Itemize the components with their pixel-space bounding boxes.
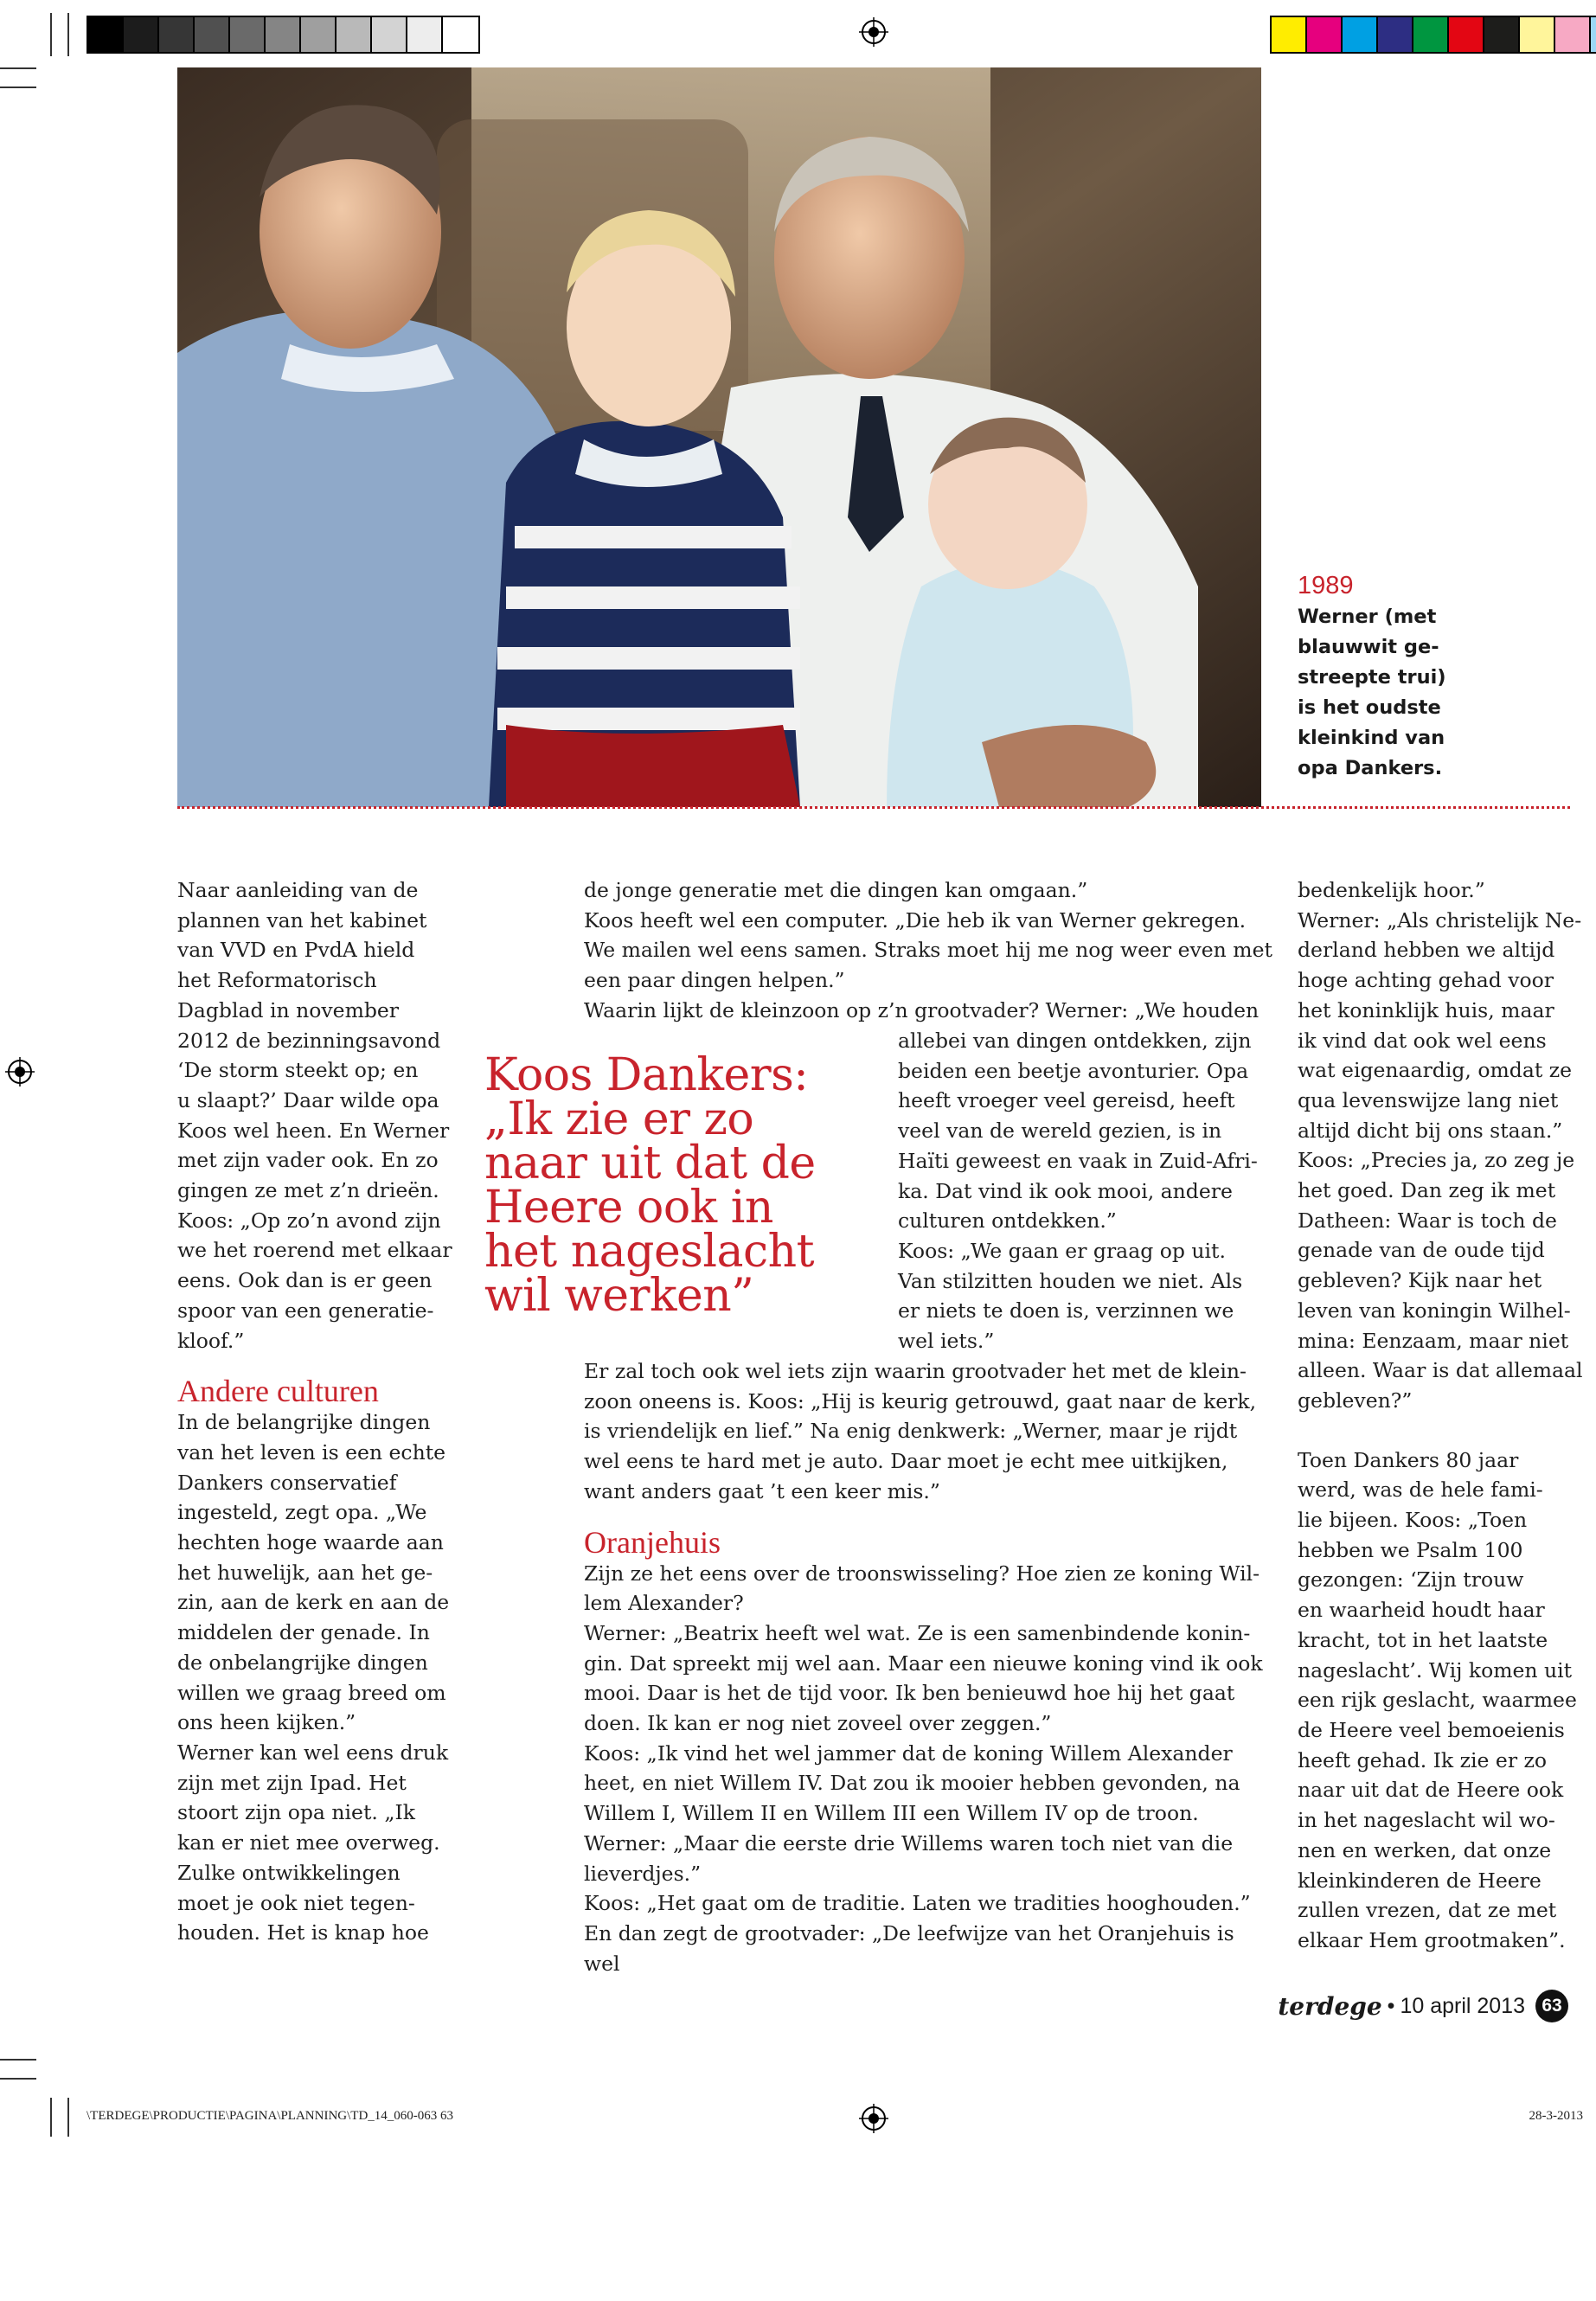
pull-quote: Koos Dankers: „Ik zie er zo naar uit dat de Heere ook in het nageslacht wil werken” [484, 1049, 816, 1322]
crop-mark [50, 2098, 52, 2137]
page-number: 63 [1535, 1990, 1568, 2022]
color-swatch [1484, 17, 1520, 52]
crop-mark [0, 67, 36, 69]
caption-divider [177, 806, 1570, 809]
column-1 [177, 875, 471, 1948]
column-2-top: de jonge generatie met die dingen kan omgaan.” Koos heeft wel een computer. „Die heb ik van Werner gekregen. We mailen wel eens samen. Straks moet hij me nog weer even met een paar dingen helpen.” Waarin lijkt de kleinzoon op z’n grootvader? Werner: „We houden [584, 878, 1272, 1022]
color-swatch [1272, 17, 1307, 52]
color-swatch [1307, 17, 1343, 52]
family-photo [177, 67, 1261, 807]
color-swatch [1378, 17, 1413, 52]
crop-mark [67, 13, 69, 56]
section-heading: Oranjehuis [584, 1524, 721, 1560]
crop-mark [0, 2059, 36, 2061]
color-swatch [1591, 17, 1596, 52]
color-swatch [230, 17, 266, 52]
crop-mark [67, 2098, 69, 2137]
color-swatch [407, 17, 443, 52]
registration-mark-icon [5, 1057, 35, 1086]
registration-mark-icon [859, 2104, 888, 2133]
column-2-bottom: Er zal toch ook wel iets zijn waarin grootvader het met de klein- zoon oneens is. Koos: „Hij is keurig getrouwd, gaat naar de kerk, is vriendelijk en lief.” Na enig denkwerk: „Werner, maar je rijdt wel eens te hard met je auto. Daar moet je echt mee uitkijken, want anders gaat ’t een keer mis.” Oranjehuis Zijn ze het eens over de troonswisseling? Hoe zien ze koning Wil- lem Alexander? Werner: „Beatrix heeft wel wat. Ze is een samenbindende konin- gin. Dat spreekt mij wel aan. Maar een nieuwe koning vind ik ook mooi. Daar is het de tijd voor. Ik ben benieuwd hoe hij het gaat doen. Ik kan er nog niet zoveel over zeggen.” Koos: „Ik vind het wel jammer dat de koning Willem Alexander heet, en niet Willem IV. Dat zou ik mooier hebben gevonden, na Willem I, Willem II en Willem III een Willem IV op de troon. Werner: „Maar die eerste drie Willems waren toch niet van die lieverdjes.” Koos: „Het gaat om de traditie. Laten we tradities hooghouden.” En dan zegt de grootvader: „De leefwijze van het Oranjehuis is wel [584, 1356, 1276, 1978]
slug-path: \TERDEGE\PRODUCTIE\PAGINA\PLANNING\TD_14_060-063 63 [87, 2109, 454, 2123]
intro-paragraph: Naar aanleiding van de plannen van het kabinet van VVD en PvdA hield het Reformatorisch Dagblad in november 2012 de bezinningsavond ‘De storm steekt op; en u slaapt?’ Daar wilde opa Koos wel heen. En Werner met zijn vader ook. En zo gingen ze met z’n drieën. Koos: „Op zo’n avond zijn we het roerend met elkaar eens. Ook dan is er geen spoor van een generatie- kloof.” [177, 878, 452, 1353]
color-swatch [1555, 17, 1591, 52]
color-swatch [443, 17, 478, 52]
color-swatch [266, 17, 301, 52]
color-swatch [1343, 17, 1378, 52]
magazine-logo: terdege [1278, 1991, 1382, 2021]
slug-date: 28-3-2013 [1529, 2109, 1583, 2123]
color-swatch [88, 17, 124, 52]
registration-mark-icon [859, 17, 888, 47]
crop-mark [0, 87, 36, 88]
color-swatch [124, 17, 159, 52]
color-swatch [372, 17, 407, 52]
color-swatch [337, 17, 372, 52]
color-swatch [159, 17, 195, 52]
color-swatch-strip [1270, 16, 1596, 54]
color-swatch [301, 17, 337, 52]
crop-mark [0, 2078, 36, 2080]
section-paragraph: In de belangrijke dingen van het leven is een echte Dankers conservatief ingesteld, zegt opa. „We hechten hoge waarde aan het huwelijk, aan het ge- zin, aan de kerk en aan de middelen der genade. In de onbelangrijke dingen willen we graag breed om ons heen kijken.” Werner kan wel eens druk zijn met zijn Ipad. Het stoort zijn opa niet. „Ik kan er niet mee overweg. Zulke ontwikkelingen moet je ook niet tegen- houden. Het is knap hoe [177, 1410, 450, 1945]
column-3: bedenkelijk hoor.” Werner: „Als christelijk Ne- derland hebben we altijd hoge achting gehad voor het koninklijk huis, maar ik vind dat ook wel eens wat eigenaardig, omdat ze qua levenswijze lang niet altijd dicht bij ons staan.” Koos: „Precies ja, zo zeg je het goed. Dan zeg ik met Datheen: Waar is toch de genade van de oude tijd gebleven? Kijk naar het leven van koningin Wilhel- mina: Eenzaam, maar niet alleen. Waar is dat allemaal gebleven?” Toen Dankers 80 jaar werd, was de hele fami- lie bijeen. Koos: „Toen hebben we Psalm 100 gezongen: ‘Zijn trouw en waarheid houdt haar kracht, tot in het laatste nageslacht’. Wij komen uit een rijk geslacht, waarmee de Heere veel bemoeienis heeft gehad. Ik zie er zo naar uit dat de Heere ook in het nageslacht wil wo- nen en werken, dat onze kleinkinderen de Heere zullen vrezen, dat ze met elkaar Hem grootmaken”. [1298, 878, 1583, 1952]
section-heading: Andere culturen [177, 1374, 379, 1409]
footer-separator: • [1387, 1993, 1395, 2018]
color-swatch [1449, 17, 1484, 52]
color-swatch [1413, 17, 1449, 52]
page-footer [1278, 1990, 1568, 2022]
color-swatch [195, 17, 230, 52]
color-swatch [1520, 17, 1555, 52]
caption-year: 1989 [1298, 572, 1354, 599]
issue-date: 10 april 2013 [1400, 1993, 1525, 2018]
gray-swatch-strip [87, 16, 480, 54]
caption-text: Werner (met blauwwit ge- streepte trui) is het oudste kleinkind van opa Dankers. [1298, 606, 1446, 779]
photo-caption [1298, 571, 1471, 784]
column-2-right: allebei van dingen ontdekken, zijn beiden een beetje avonturier. Opa heeft vroeger veel gereisd, heeft veel van de wereld gezien, is in Haïti geweest en vaak in Zuid-Afri- ka. Dat vind ik ook mooi, andere culturen ontdekken.” Koos: „We gaan er graag op uit. Van stilzitten houden we niet. Als er niets te doen is, verzinnen we wel iets.” [898, 1029, 1258, 1354]
crop-mark [50, 13, 52, 56]
